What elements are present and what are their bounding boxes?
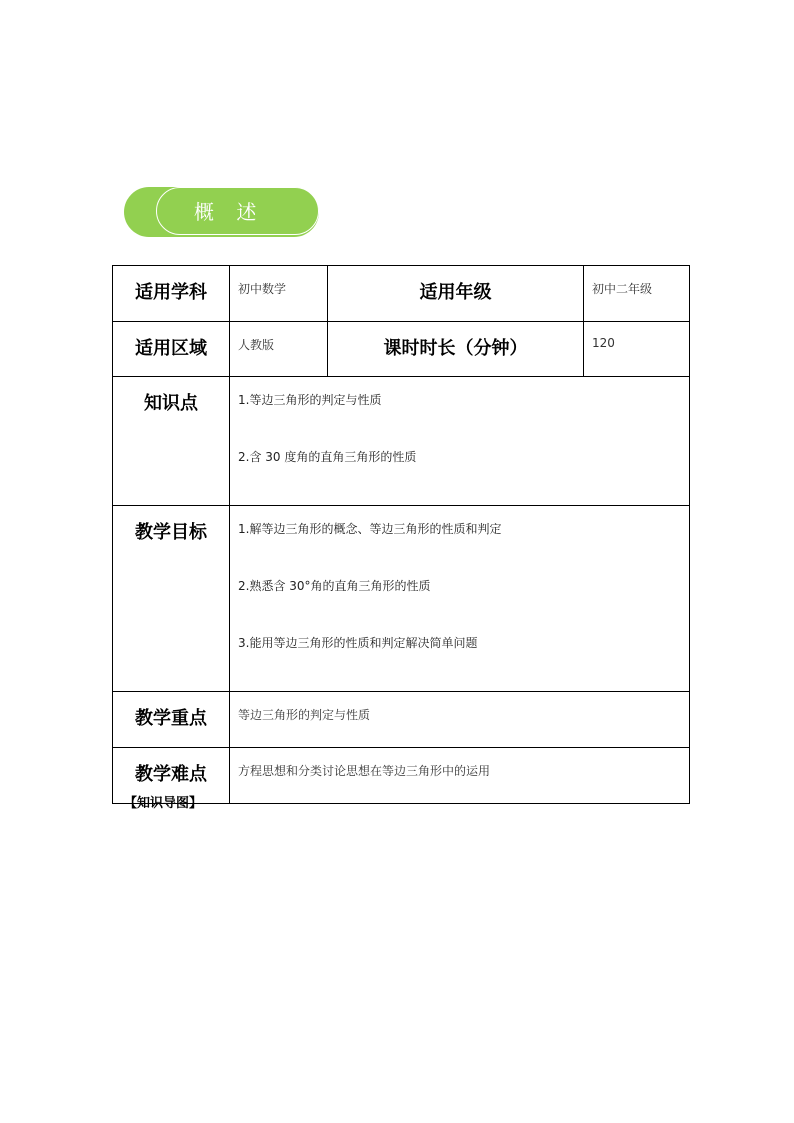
table-row — [113, 266, 690, 322]
table-row — [113, 506, 690, 692]
region-label: 适用区域 — [113, 322, 230, 377]
course-info-table — [112, 265, 690, 804]
goals-label: 教学目标 — [113, 506, 230, 692]
overview-badge — [124, 187, 319, 237]
grade-value: 初中二年级 — [584, 266, 690, 322]
region-value: 人教版 — [230, 322, 328, 377]
goals-items — [230, 506, 690, 692]
key-point-label: 教学重点 — [113, 692, 230, 748]
grade-label: 适用年级 — [328, 266, 584, 322]
difficulty-value: 方程思想和分类讨论思想在等边三角形中的运用 — [230, 748, 690, 804]
table-row — [113, 377, 690, 506]
subject-value: 初中数学 — [230, 266, 328, 322]
list-item: 2.含 30 度角的直角三角形的性质 — [238, 450, 417, 464]
subject-label: 适用学科 — [113, 266, 230, 322]
duration-label: 课时时长（分钟） — [328, 322, 584, 377]
list-item: 2.熟悉含 30°角的直角三角形的性质 — [238, 579, 431, 593]
badge-label: 概 述 — [194, 200, 265, 224]
duration-value: 120 — [584, 322, 690, 377]
list-item: 3.能用等边三角形的性质和判定解决简单问题 — [238, 636, 478, 650]
table-row — [113, 692, 690, 748]
difficulty-label: 教学难点 — [113, 748, 230, 804]
list-item: 1.解等边三角形的概念、等边三角形的性质和判定 — [238, 522, 502, 536]
key-point-value: 等边三角形的判定与性质 — [230, 692, 690, 748]
knowledge-map-heading: 【知识导图】 — [124, 796, 203, 811]
list-item: 1.等边三角形的判定与性质 — [238, 393, 382, 407]
knowledge-label: 知识点 — [113, 377, 230, 506]
knowledge-items — [230, 377, 690, 506]
table-row — [113, 322, 690, 377]
